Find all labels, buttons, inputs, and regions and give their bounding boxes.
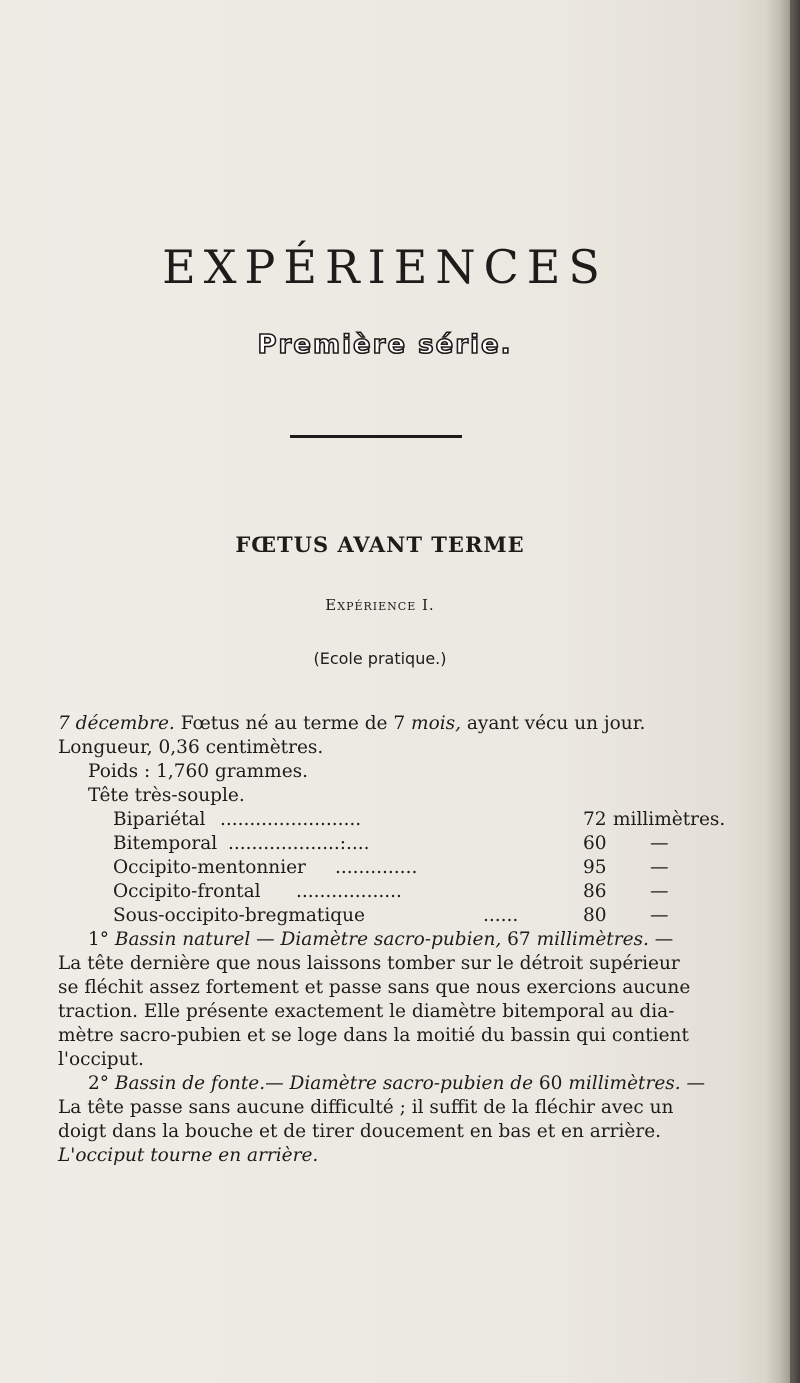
intro-text-a: Fœtus né au terme de 7 <box>174 713 412 734</box>
paragraph-1-line: mètre sacro-pubien et se loge dans la moitié du bassin qui contient <box>58 1025 689 1046</box>
page-subtitle: Première série. <box>257 330 513 360</box>
dash: — <box>648 929 674 950</box>
item-number: 1° <box>88 929 110 950</box>
tete-line: Tête très-souple. <box>88 785 245 806</box>
measure-value: 72 <box>583 809 607 830</box>
item-number: 2° <box>88 1073 110 1094</box>
experience-label: Expérience I. <box>325 596 435 614</box>
measure-leader: ........................ <box>220 809 362 830</box>
page-title: EXPÉRIENCES <box>162 240 608 294</box>
diametre-value: 67 <box>501 929 537 950</box>
measure-name: Sous-occipito-bregmatique <box>113 905 365 926</box>
conclusion-text: L'occiput tourne en arrière. <box>58 1145 319 1166</box>
paragraph-1-line: traction. Elle présente exactement le diamètre bitemporal au dia- <box>58 1001 675 1022</box>
intro-text-b: ayant vécu un jour. <box>461 713 646 734</box>
paragraph-2-line: La tête passe sans aucune difficulté ; il suffit de la fléchir avec un <box>58 1097 674 1118</box>
unit-label: millimètres. <box>568 1073 681 1094</box>
measure-unit: — <box>650 857 669 878</box>
measure-unit: — <box>650 881 669 902</box>
paragraph-1-first-line <box>88 928 673 952</box>
bassin-label: Bassin de fonte. <box>114 1073 266 1094</box>
diametre-label: Diamètre sacro-pubien de <box>289 1073 534 1094</box>
experience-place: (Ecole pratique.) <box>313 649 447 668</box>
measure-unit: — <box>650 905 669 926</box>
measure-name: Occipito-frontal <box>113 881 261 902</box>
poids-line: Poids : 1,760 grammes. <box>88 761 309 782</box>
measure-leader: .................. <box>296 881 402 902</box>
intro-mois: mois, <box>411 713 462 734</box>
dash: — <box>680 1073 706 1094</box>
paragraph-2-line: doigt dans la bouche et de tirer doucement en bas et en arrière. <box>58 1121 662 1142</box>
intro-date: 7 décembre. <box>58 713 175 734</box>
paragraph-1-line: La tête dernière que nous laissons tomber sur le détroit supérieur <box>58 953 680 974</box>
section-heading: FŒTUS AVANT TERME <box>235 532 525 557</box>
measure-name: Bitemporal <box>113 833 218 854</box>
measure-value: 80 <box>583 905 607 926</box>
dash: — <box>250 929 281 950</box>
diametre-value: 60 <box>533 1073 569 1094</box>
paragraph-2-line <box>58 1144 318 1168</box>
measure-leader: ...................:.... <box>228 833 370 854</box>
intro-line <box>58 712 645 736</box>
measure-name: Bipariétal <box>113 809 206 830</box>
measure-value: 95 <box>583 857 607 878</box>
measure-leader: ...... <box>483 905 519 926</box>
diametre-label: Diamètre sacro-pubien, <box>280 929 502 950</box>
measure-name: Occipito-mentonnier <box>113 857 306 878</box>
measure-unit: — <box>650 833 669 854</box>
paragraph-1-line: se fléchit assez fortement et passe sans que nous exercions aucune <box>58 977 691 998</box>
paragraph-2-first-line <box>88 1072 705 1096</box>
binding-edge <box>790 0 800 1383</box>
measure-leader: .............. <box>335 857 418 878</box>
paragraph-1-line: l'occiput. <box>58 1049 144 1070</box>
measure-value: 60 <box>583 833 607 854</box>
longueur-line: Longueur, 0,36 centimètres. <box>58 737 324 758</box>
divider-rule <box>290 435 462 438</box>
bassin-label: Bassin naturel <box>114 929 251 950</box>
measure-unit: millimètres. <box>613 809 726 830</box>
measure-value: 86 <box>583 881 607 902</box>
unit-label: millimètres. <box>536 929 649 950</box>
dash: — <box>265 1073 290 1094</box>
